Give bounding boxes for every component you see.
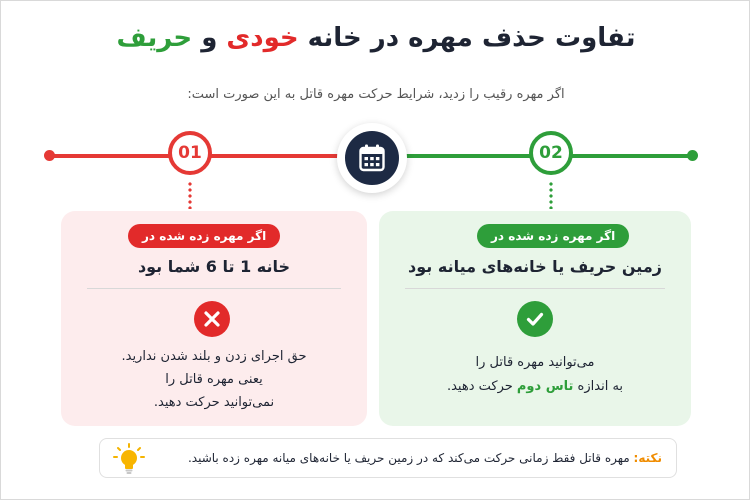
own-home-card [61,211,367,426]
own-home-line-3: نمی‌توانید حرکت دهید. [153,395,275,410]
timeline-red-end-dot [44,150,55,161]
opponent-field-card [379,211,691,426]
own-home-pill: اگر مهره زده شده در [128,224,280,248]
own-home-line-2: یعنی مهره قاتل را [165,372,263,387]
opponent-field-pill: اگر مهره زده شده در [477,224,629,248]
opponent-field-mark [517,301,553,337]
note-text [188,439,662,477]
title-opponent: حریف [116,23,193,53]
own-home-heading: خانه 1 تا 6 شما بود [137,257,291,276]
opponent-field-divider [405,288,665,289]
calendar-badge-inner [345,131,399,185]
opponent-field-body [391,351,679,399]
opponent-field-line-2 [391,375,679,399]
note-content: مهره قاتل فقط زمانی حرکت می‌کند که در زمین حریف یا خانه‌های میانه مهره زده باشید. [187,451,634,465]
title-connector: و [192,23,227,53]
check-icon [526,310,544,328]
title-own: خودی [226,23,299,53]
opponent-field-line-2-suffix: حرکت دهید. [446,379,517,394]
own-home-line-1: حق اجرای زدن و بلند شدن ندارید. [121,349,307,364]
own-home-body [73,345,355,414]
connector-dots-green [549,181,553,209]
step-number-green: 02 [529,131,573,175]
page-subtitle: اگر مهره رقیب را زدید، شرایط حرکت مهره قاتل به این صورت است: [187,87,565,102]
x-icon [203,310,221,328]
own-home-mark [194,301,230,337]
step-number-red: 01 [168,131,212,175]
timeline-green-end-dot [687,150,698,161]
lightbulb-icon [112,443,146,475]
opponent-field-line-2-prefix: به اندازه [573,379,624,394]
own-home-divider [87,288,341,289]
note-label: نکته: [633,451,662,465]
opponent-field-heading: زمین حریف یا خانه‌های میانه بود [408,257,662,276]
connector-dots-red [188,181,192,209]
page-title [1,23,750,53]
title-prefix: تفاوت حذف مهره در خانه [298,23,636,53]
calendar-badge [337,123,407,193]
second-die-highlight: تاس دوم [516,379,574,394]
note-box [99,438,677,478]
opponent-field-line-1: می‌توانید مهره قاتل را [475,355,595,370]
calendar-icon [359,144,385,172]
